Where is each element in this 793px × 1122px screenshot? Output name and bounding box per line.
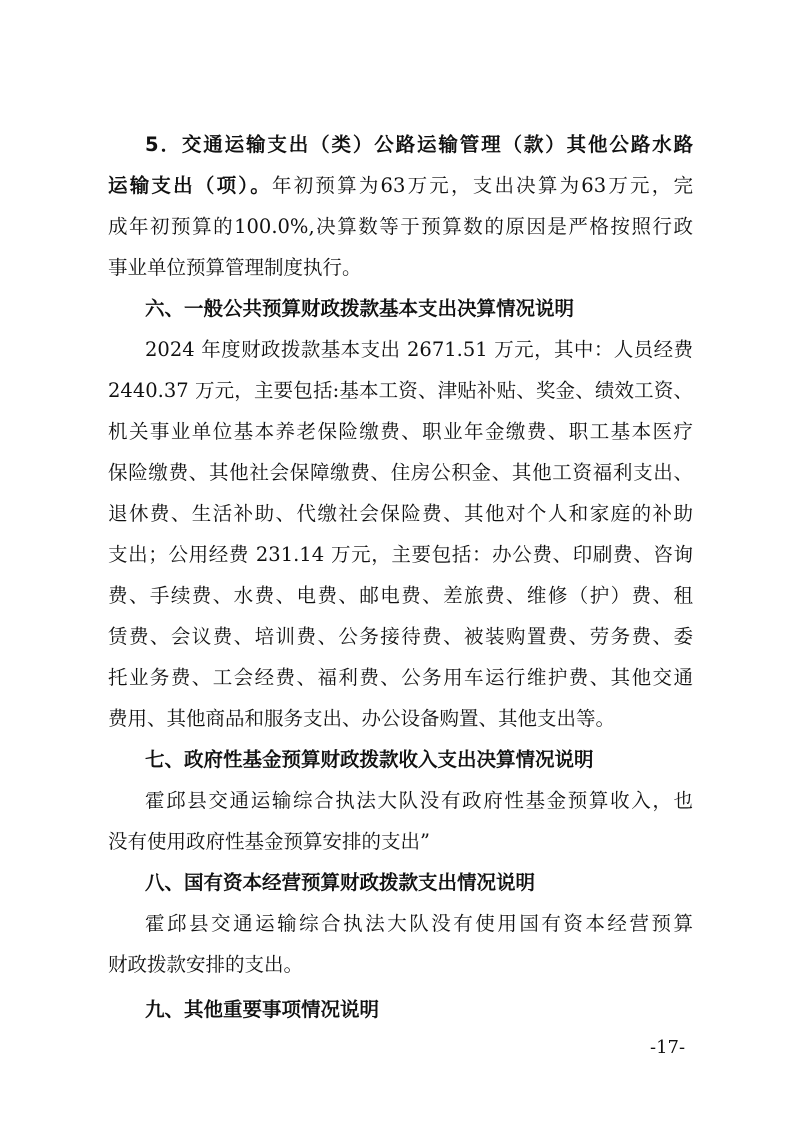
- page-number: -17-: [650, 1037, 686, 1058]
- section6-line: 2440.37 万元，主要包括:基本工资、津贴补贴、奖金、绩效工资、: [108, 379, 693, 402]
- section6-line: 费用、其他商品和服务支出、办公设备购置、其他支出等。: [108, 707, 616, 730]
- section5-line3: 成年初预算的100.0%,决算数等于预算数的原因是严格按照行政: [108, 215, 693, 238]
- section5-line2-rest: 年初预算为63万元，支出决算为63万元，完: [271, 174, 693, 197]
- section6-line: 托业务费、工会经费、福利费、公务用车运行维护费、其他交通: [108, 666, 693, 689]
- section8-heading: 八、国有资本经营预算财政拨款支出情况说明: [145, 871, 536, 894]
- section5-line1: 5．交通运输支出（类）公路运输管理（款）其他公路水路: [145, 133, 693, 156]
- section7-heading: 七、政府性基金预算财政拨款收入支出决算情况说明: [145, 748, 594, 771]
- section8-line: 财政拨款安排的支出。: [108, 953, 304, 976]
- section6-line: 支出；公用经费 231.14 万元，主要包括：办公费、印刷费、咨询: [108, 543, 693, 566]
- section5-line2-bold: 运输支出（项）。: [108, 174, 272, 197]
- section5-line2: [108, 172, 693, 200]
- section8-line: 霍邱县交通运输综合执法大队没有使用国有资本经营预算: [145, 912, 693, 935]
- section5-line4: 事业单位预算管理制度执行。: [108, 256, 362, 279]
- section7-line: 没有使用政府性基金预算安排的支出”: [108, 830, 430, 853]
- section6-line: 保险缴费、其他社会保障缴费、住房公积金、其他工资福利支出、: [108, 461, 693, 484]
- section6-heading: 六、一般公共预算财政拨款基本支出决算情况说明: [145, 297, 575, 320]
- section6-line: 赁费、会议费、培训费、公务接待费、被装购置费、劳务费、委: [108, 625, 693, 648]
- section6-line: 退休费、生活补助、代缴社会保险费、其他对个人和家庭的补助: [108, 502, 693, 525]
- section9-heading: 九、其他重要事项情况说明: [145, 998, 380, 1021]
- section7-line: 霍邱县交通运输综合执法大队没有政府性基金预算收入，也: [145, 789, 693, 812]
- section6-line: 费、手续费、水费、电费、邮电费、差旅费、维修（护）费、租: [108, 584, 693, 607]
- section6-line: 机关事业单位基本养老保险缴费、职业年金缴费、职工基本医疗: [108, 420, 693, 443]
- section6-line: 2024 年度财政拨款基本支出 2671.51 万元，其中：人员经费: [145, 338, 693, 361]
